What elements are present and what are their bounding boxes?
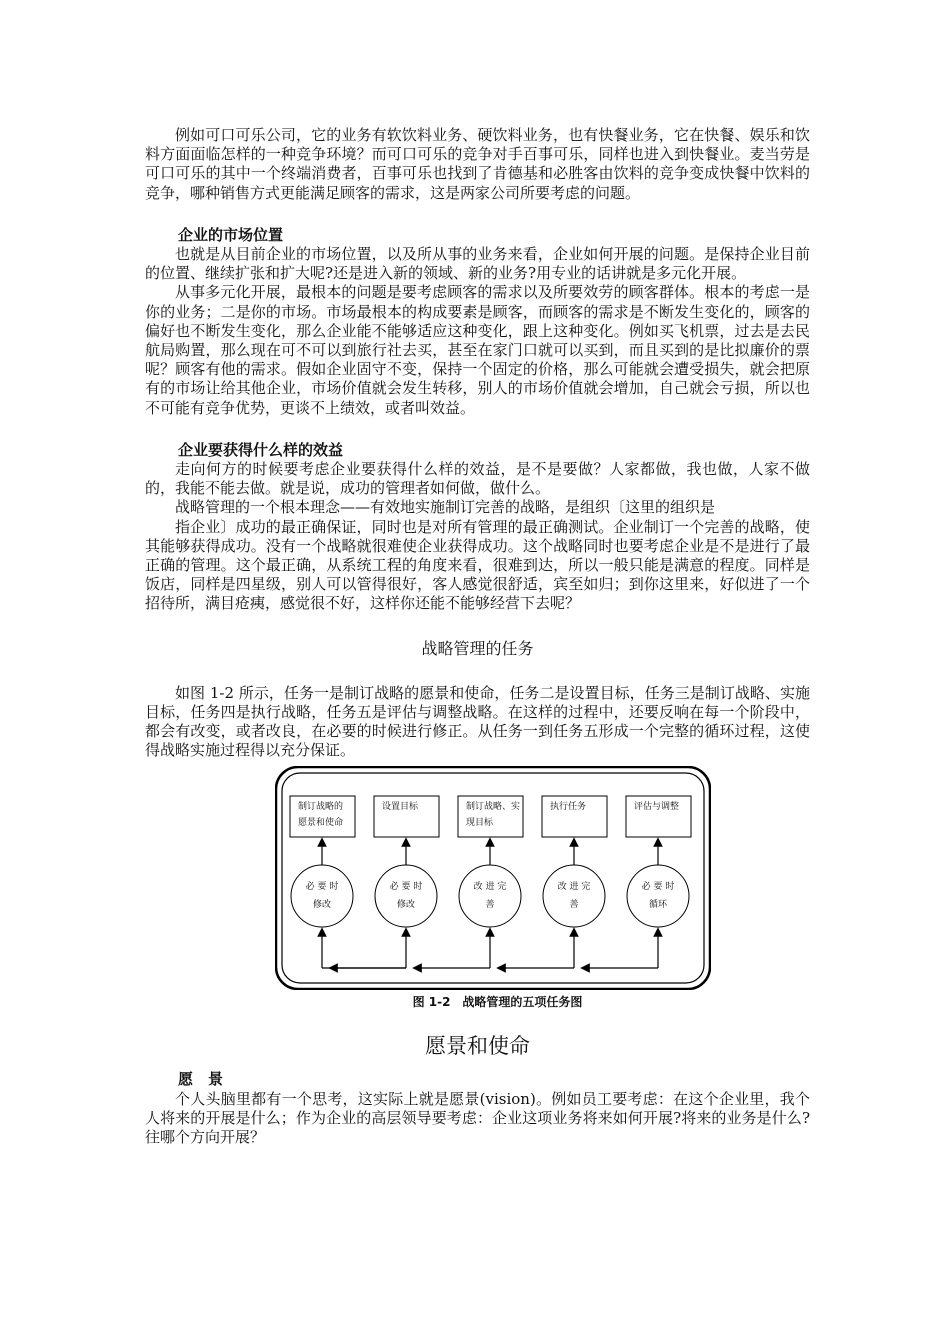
circle-4-line-2: 善 [569, 900, 579, 911]
circle-label-4 [545, 878, 603, 914]
figure-caption: 图 1-2 战略管理的五项任务图 [412, 995, 583, 1010]
circle-3-line-1: 改 进 完 [473, 882, 507, 893]
circle-1-line-1: 必 要 时 [305, 882, 339, 893]
task-box-label-1 [290, 796, 361, 837]
task-4-line-1: 执行任务 [550, 802, 587, 813]
tasks-section-title: 战略管理的任务 [421, 638, 534, 658]
document-page [145, 126, 810, 1147]
tasks-paragraph: 如图 1-2 所示，任务一是制订战略的愿景和使命，任务二是设置目标，任务三是制订战略、实施目标，任务四是执行战略，任务五是评估与调整战略。在这样的过程中，还要反响在每一个阶段中，都会有改变，或者改良，在必要的时候进行修正。从任务一到任务五形成一个完整的循环过程，这使得战略实施过程得以充分保证。 [145, 683, 810, 760]
task-box-label-3 [458, 796, 529, 837]
task-3-line-2: 现目标 [466, 818, 494, 829]
intro-paragraph: 例如可口可乐公司，它的业务有软饮料业务、硬饮料业务，也有快餐业务，它在快餐、娱乐和饮料方面面临怎样的一种竞争环境？而可口可乐的竞争对手百事可乐，同样也进入到快餐业。麦当劳是可口可乐的其中一个终端消费者，百事可乐也找到了肯德基和必胜客由饮料的竞争变成快餐中饮料的竞争，哪种销售方式更能满足顾客的需求，这是两家公司所要考虑的问题。 [145, 126, 810, 202]
five-tasks-diagram [275, 766, 711, 990]
vision-subheading: 愿 景 [178, 1070, 224, 1089]
task-5-line-1: 评估与调整 [634, 802, 680, 813]
market-paragraph-2: 从事多元化开展，最根本的问题是要考虑顾客的需求以及所要效劳的顾客群体。根本的考虑一是你的业务；二是你的市场。市场最根本的构成要素是顾客，而顾客的需求是不断发生变化的，顾客的偏好也不断发生变化，那么企业能不能够适应这种变化，跟上这种变化。例如买飞机票，过去是去民航局购置，那么现在可不可以到旅行社去买，甚至在家门口就可以买到，而且买到的是比拟廉价的票呢？顾客有他的需求。假如企业固守不变，保持一个固定的价格，那么可能就会遭受损失，就会把原有的市场让给其他企业，市场价值就会发生转移，别人的市场价值就会增加，自己就会亏损，所以也不可能有竞争优势，更谈不上绩效，或者叫效益。 [145, 283, 810, 417]
benefit-paragraph-2: 战略管理的一个根本理念——有效地实施制订完善的战略，是组织〔这里的组织是 [175, 498, 716, 517]
circle-5-line-1: 必 要 时 [641, 882, 675, 893]
circle-5-line-2: 循环 [648, 900, 667, 911]
task-1-line-1: 制订战略的 [298, 802, 344, 813]
market-paragraph-1: 也就是从目前企业的市场位置，以及所从事的业务来看，企业如何开展的问题。是保持企业目前的位置、继续扩张和扩大呢?还是进入新的领域、新的业务?用专业的话讲就是多元化开展。 [145, 245, 810, 283]
benefit-heading: 企业要获得什么样的效益 [178, 440, 344, 459]
circle-4-line-1: 改 进 完 [557, 882, 591, 893]
task-box-label-2 [374, 796, 445, 837]
circle-2-line-1: 必 要 时 [389, 882, 423, 893]
task-box-label-4 [542, 796, 613, 837]
vision-paragraph: 个人头脑里都有一个思考，这实际上就是愿景(vision)。例如员工要考虑：在这个企业里，我个人将来的开展是什么；作为企业的高层领导要考虑：企业这项业务将来如何开展?将来的业务是什么?往哪个方向开展？ [145, 1089, 810, 1147]
benefit-paragraph-1: 走向何方的时候要考虑企业要获得什么样的效益，是不是要做？人家都做，我也做，人家不做的，我能不能去做。就是说，成功的管理者如何做，做什么。 [145, 460, 810, 498]
circle-2-line-2: 修改 [396, 900, 415, 911]
task-2-line-1: 设置目标 [382, 802, 419, 813]
circle-1-line-2: 修改 [312, 900, 331, 911]
task-3-line-1: 制订战略、实 [466, 802, 521, 813]
circle-label-1 [293, 878, 351, 914]
circle-label-5 [629, 878, 687, 914]
benefit-paragraph-3: 指企业〕成功的最正确保证，同时也是对所有管理的最正确测试。企业制订一个完善的战略，使其能够获得成功。没有一个战略就很难使企业获得成功。这个战略同时也要考虑企业是不是进行了最正确的管理。这个最正确，从系统工程的角度来看，很难到达，所以一般只能是满意的程度。同样是饭店，同样是四星级，别人可以管得很好，客人感觉很舒适，宾至如归；到你这里来，好似进了一个招待所，满目疮痍，感觉很不好，这样你还能不能够经营下去呢？ [145, 517, 810, 613]
vision-section-title: 愿景和使命 [425, 1034, 530, 1059]
circle-3-line-2: 善 [485, 900, 495, 911]
task-box-label-5 [626, 796, 697, 837]
task-1-line-2: 愿景和使命 [298, 818, 344, 829]
circle-label-2 [377, 878, 435, 914]
circle-label-3 [461, 878, 519, 914]
market-position-heading: 企业的市场位置 [178, 225, 284, 244]
